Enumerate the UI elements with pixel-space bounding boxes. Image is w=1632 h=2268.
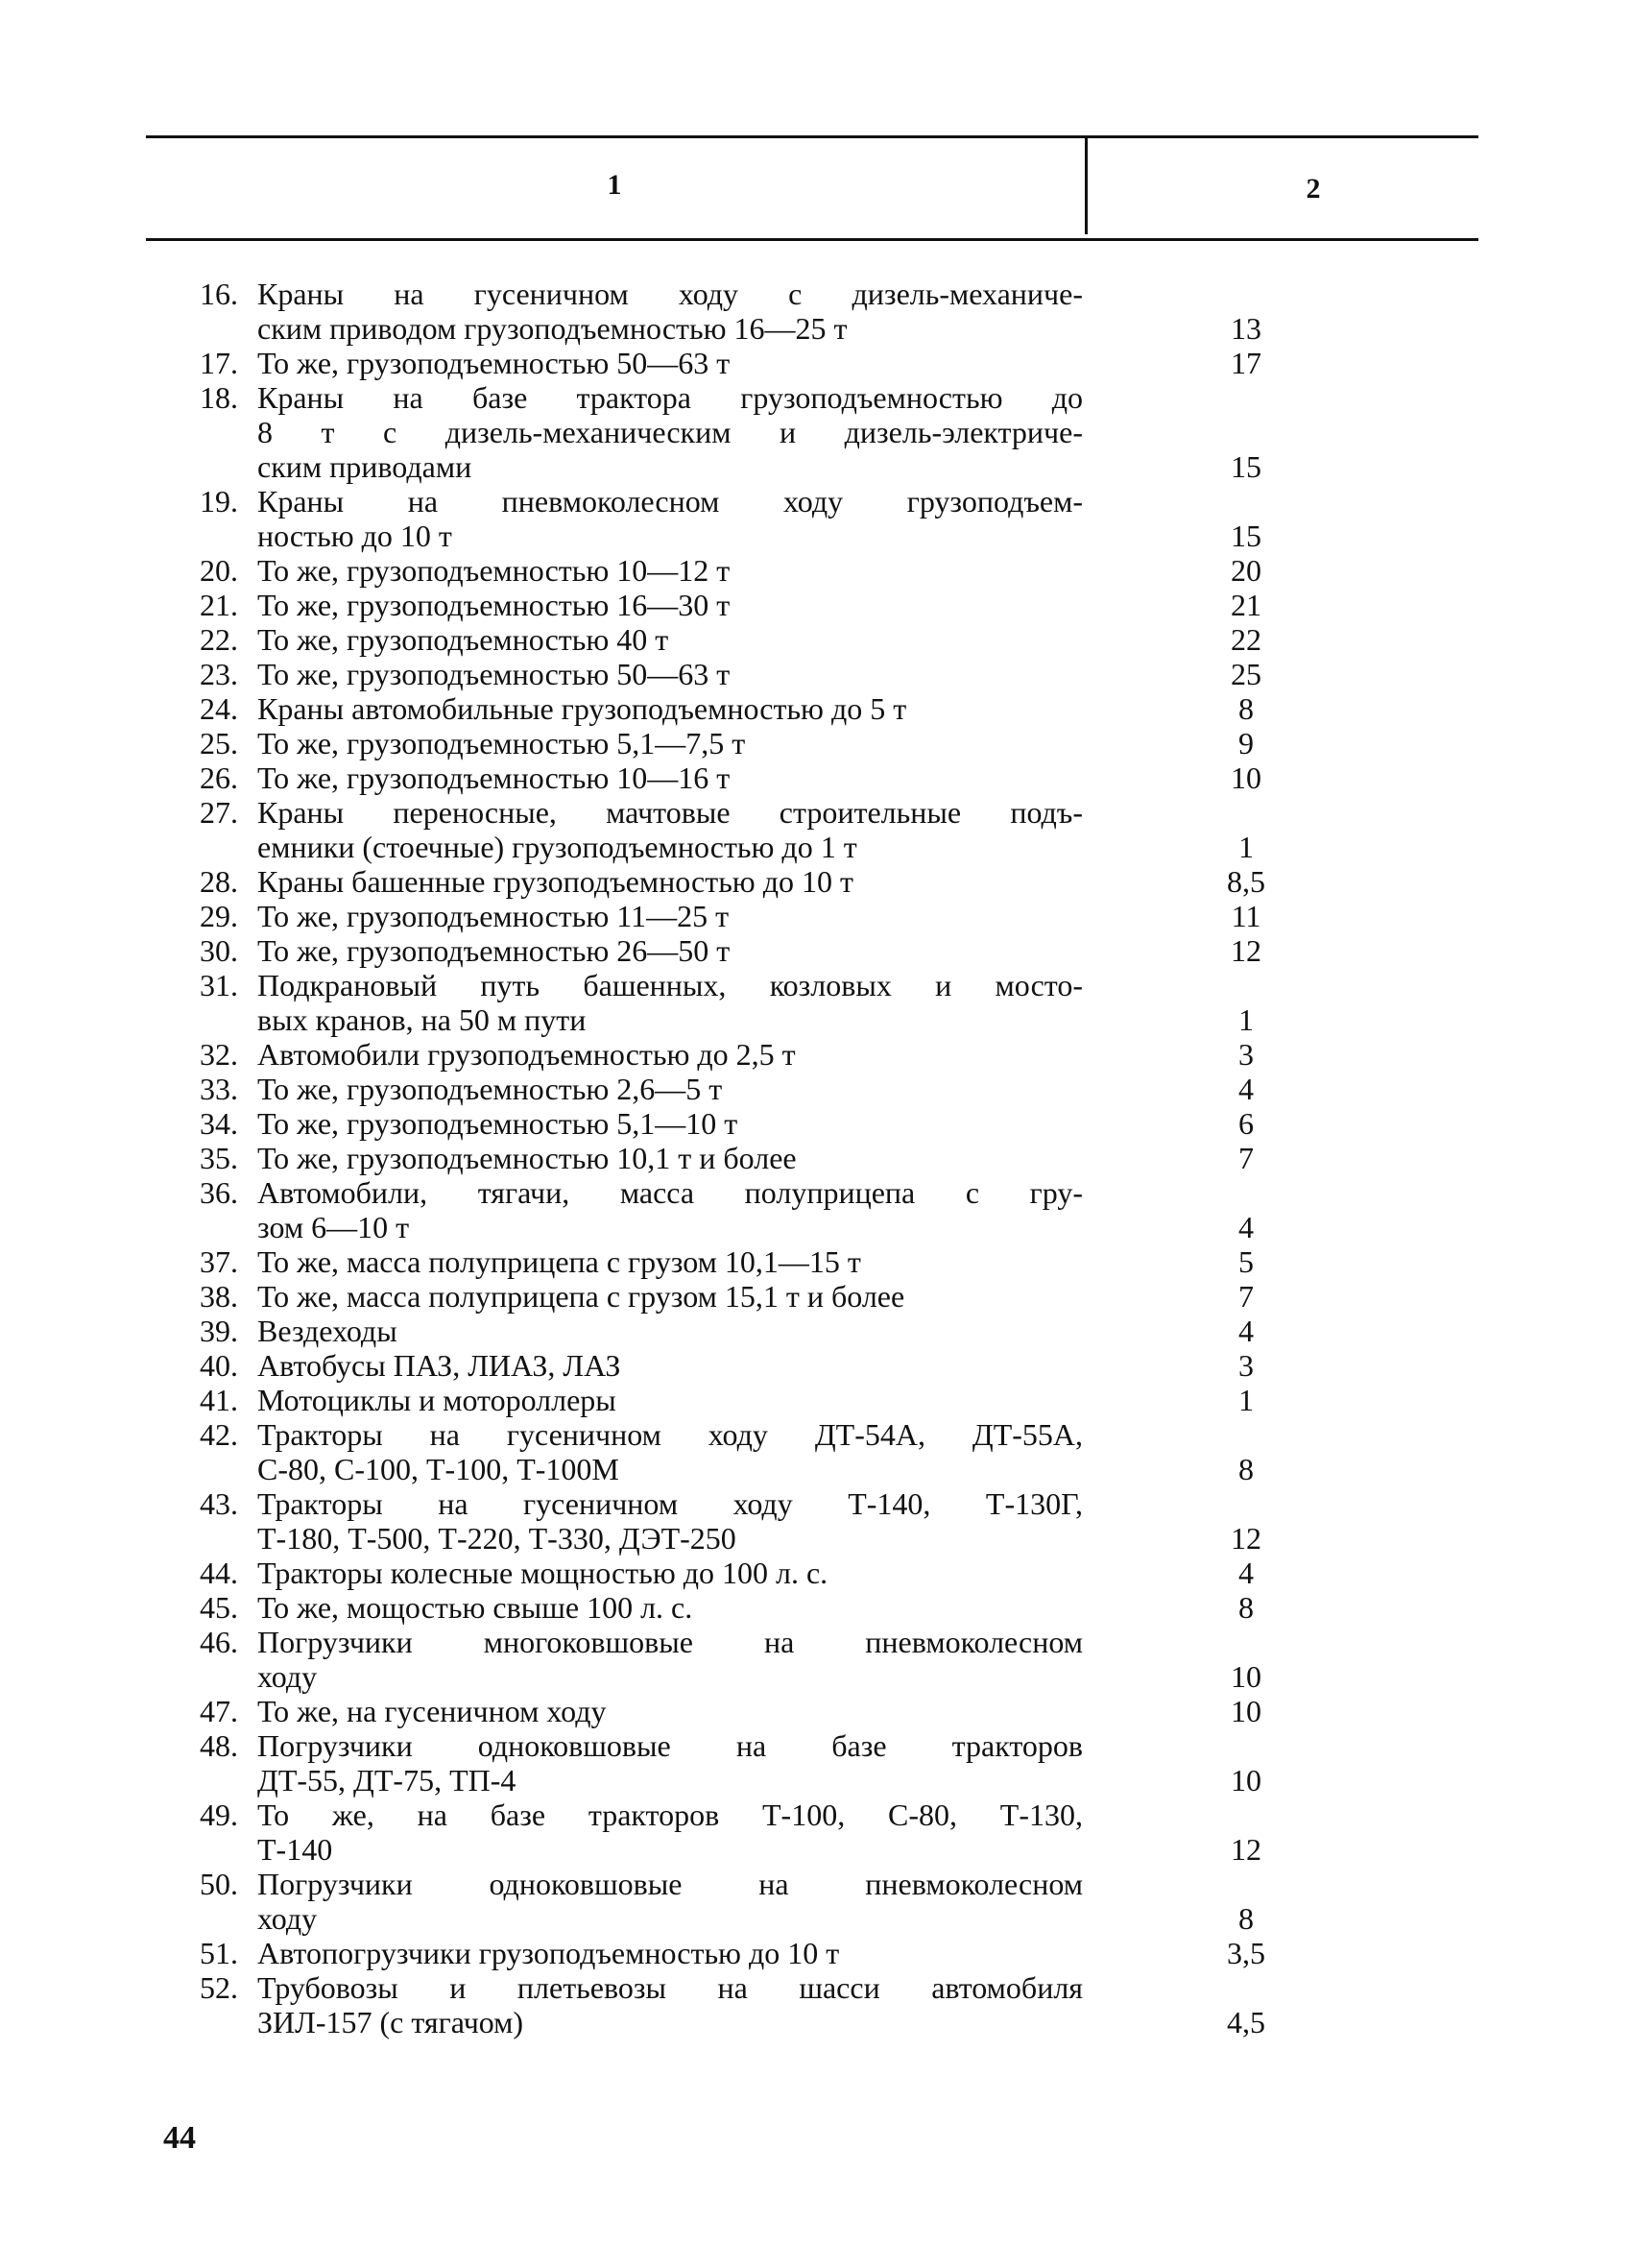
item-description xyxy=(257,380,1083,484)
list-item xyxy=(0,380,1632,484)
item-number: 22. xyxy=(200,622,238,657)
item-description xyxy=(257,553,1083,588)
list-item xyxy=(0,1486,1632,1556)
item-value: 10 xyxy=(1231,1763,1261,1798)
list-item xyxy=(0,1244,1632,1279)
item-description-line: ЗИЛ-157 (с тягачом) xyxy=(257,2005,524,2039)
list-item xyxy=(0,1417,1632,1486)
item-description-line: С-80, С-100, Т-100, Т-100М xyxy=(257,1452,619,1486)
list-item xyxy=(0,1072,1632,1106)
item-description-line: Автомобили, тягачи, масса полуприцепа с гру- xyxy=(257,1175,1083,1210)
item-number: 25. xyxy=(200,726,238,760)
list-item xyxy=(0,795,1632,864)
item-description-line: Автобусы ПАЗ, ЛИАЗ, ЛАЗ xyxy=(257,1348,621,1383)
item-description-line: То же, грузоподъемностью 10—16 т xyxy=(257,760,731,795)
list-item xyxy=(0,1728,1632,1798)
item-description-line: Тракторы колесные мощностью до 100 л. с. xyxy=(257,1556,828,1590)
item-number: 18. xyxy=(200,380,238,415)
item-description-line: То же, грузоподъемностью 5,1—10 т xyxy=(257,1106,738,1141)
item-description-line: ностью до 10 т xyxy=(257,519,452,553)
item-description-line: Краны на базе трактора грузоподъемностью до xyxy=(257,380,1083,415)
item-description xyxy=(257,1175,1083,1244)
item-number: 26. xyxy=(200,760,238,795)
item-description xyxy=(257,1936,1083,1970)
item-number: 47. xyxy=(200,1694,238,1728)
header-bottom-rule xyxy=(146,238,1478,241)
item-number: 39. xyxy=(200,1314,238,1348)
item-number: 17. xyxy=(200,346,238,380)
list-item xyxy=(0,622,1632,657)
item-value: 4,5 xyxy=(1227,2005,1265,2039)
item-description xyxy=(257,1625,1083,1694)
item-number: 40. xyxy=(200,1348,238,1383)
list-item xyxy=(0,277,1632,346)
item-description xyxy=(257,1867,1083,1936)
list-item xyxy=(0,1590,1632,1625)
item-value: 4 xyxy=(1238,1210,1254,1244)
item-number: 50. xyxy=(200,1867,238,1901)
item-value: 12 xyxy=(1231,933,1261,968)
item-description xyxy=(257,1728,1083,1798)
item-description xyxy=(257,1486,1083,1556)
item-number: 16. xyxy=(200,277,238,311)
item-description-line: То же, грузоподъемностью 10,1 т и более xyxy=(257,1141,797,1175)
item-value: 8 xyxy=(1238,1901,1254,1936)
column-header-2: 2 xyxy=(1306,173,1321,205)
item-description-line: Краны автомобильные грузоподъемностью до 5 т xyxy=(257,691,907,726)
item-number: 48. xyxy=(200,1728,238,1763)
item-description-line: Трубовозы и плетьевозы на шасси автомобиля xyxy=(257,1970,1083,2005)
item-description xyxy=(257,346,1083,380)
item-description xyxy=(257,1037,1083,1072)
item-description xyxy=(257,622,1083,657)
item-description-line: То же, грузоподъемностью 16—30 т xyxy=(257,588,731,622)
item-description xyxy=(257,864,1083,899)
item-description xyxy=(257,899,1083,933)
item-number: 24. xyxy=(200,691,238,726)
item-description-line: 8 т с дизель-механическим и дизель-электриче- xyxy=(257,415,1083,449)
item-description-line: емники (стоечные) грузоподъемностью до 1 т xyxy=(257,830,857,864)
list-item xyxy=(0,588,1632,622)
item-number: 20. xyxy=(200,553,238,588)
item-value: 8 xyxy=(1238,691,1254,726)
item-description-line: вых кранов, на 50 м пути xyxy=(257,1002,587,1037)
item-description-line: То же, грузоподъемностью 26—50 т xyxy=(257,933,731,968)
item-description-line: Автомобили грузоподъемностью до 2,5 т xyxy=(257,1037,796,1072)
item-value: 22 xyxy=(1231,622,1261,657)
item-description-line: То же, грузоподъемностью 5,1—7,5 т xyxy=(257,726,746,760)
item-value: 17 xyxy=(1231,346,1261,380)
list-item xyxy=(0,1037,1632,1072)
item-description-line: ским приводом грузоподъемностью 16—25 т xyxy=(257,311,848,346)
item-description-line: Тракторы на гусеничном ходу ДТ-54А, ДТ-55А, xyxy=(257,1417,1083,1452)
item-description xyxy=(257,933,1083,968)
item-value: 8,5 xyxy=(1227,864,1265,899)
item-description xyxy=(257,795,1083,864)
list-item xyxy=(0,1314,1632,1348)
list-item xyxy=(0,933,1632,968)
item-value: 15 xyxy=(1231,449,1261,484)
list-item xyxy=(0,484,1632,553)
item-value: 12 xyxy=(1231,1521,1261,1556)
list-item xyxy=(0,346,1632,380)
item-description xyxy=(257,1279,1083,1314)
item-description-line: То же, на базе тракторов Т-100, С-80, Т-130, xyxy=(257,1798,1083,1832)
item-value: 1 xyxy=(1238,1383,1254,1417)
item-value: 10 xyxy=(1231,1694,1261,1728)
list-item xyxy=(0,760,1632,795)
item-description xyxy=(257,1970,1083,2039)
item-value: 12 xyxy=(1231,1832,1261,1867)
item-number: 51. xyxy=(200,1936,238,1970)
item-description-line: То же, грузоподъемностью 40 т xyxy=(257,622,669,657)
list-item xyxy=(0,899,1632,933)
item-value: 1 xyxy=(1238,830,1254,864)
item-value: 4 xyxy=(1238,1314,1254,1348)
item-value: 6 xyxy=(1238,1106,1254,1141)
item-description-line: Погрузчики многоковшовые на пневмоколесном xyxy=(257,1625,1083,1659)
list-item xyxy=(0,1279,1632,1314)
column-divider xyxy=(1085,138,1088,234)
item-description xyxy=(257,1106,1083,1141)
item-description-line: Краны на гусеничном ходу с дизель-механиче- xyxy=(257,277,1083,311)
item-value: 20 xyxy=(1231,553,1261,588)
item-value: 5 xyxy=(1238,1244,1254,1279)
item-value: 3,5 xyxy=(1227,1936,1265,1970)
list-item xyxy=(0,553,1632,588)
list-item xyxy=(0,1175,1632,1244)
item-number: 52. xyxy=(200,1970,238,2005)
item-number: 19. xyxy=(200,484,238,519)
list-item xyxy=(0,1556,1632,1590)
list-item xyxy=(0,1625,1632,1694)
item-number: 41. xyxy=(200,1383,238,1417)
item-description xyxy=(257,1314,1083,1348)
item-description xyxy=(257,277,1083,346)
list-item xyxy=(0,1141,1632,1175)
list-item xyxy=(0,1867,1632,1936)
item-description-line: Краны переносные, мачтовые строительные подъ- xyxy=(257,795,1083,830)
item-description xyxy=(257,1348,1083,1383)
item-description-line: То же, грузоподъемностью 10—12 т xyxy=(257,553,731,588)
item-description xyxy=(257,1141,1083,1175)
item-value: 25 xyxy=(1231,657,1261,691)
list-item xyxy=(0,1694,1632,1728)
item-number: 34. xyxy=(200,1106,238,1141)
item-number: 29. xyxy=(200,899,238,933)
item-value: 7 xyxy=(1238,1279,1254,1314)
item-description xyxy=(257,588,1083,622)
item-description-line: То же, грузоподъемностью 50—63 т xyxy=(257,657,731,691)
item-description xyxy=(257,691,1083,726)
item-number: 37. xyxy=(200,1244,238,1279)
item-description xyxy=(257,968,1083,1037)
item-description-line: То же, масса полуприцепа с грузом 15,1 т и более xyxy=(257,1279,905,1314)
item-value: 10 xyxy=(1231,1659,1261,1694)
list-item xyxy=(0,1383,1632,1417)
item-number: 35. xyxy=(200,1141,238,1175)
item-number: 23. xyxy=(200,657,238,691)
item-value: 4 xyxy=(1238,1556,1254,1590)
item-value: 11 xyxy=(1231,899,1261,933)
list-item xyxy=(0,726,1632,760)
item-description xyxy=(257,1244,1083,1279)
item-description xyxy=(257,1072,1083,1106)
item-description-line: Т-180, Т-500, Т-220, Т-330, ДЭТ-250 xyxy=(257,1521,736,1556)
list-item xyxy=(0,1798,1632,1867)
item-number: 32. xyxy=(200,1037,238,1072)
item-value: 15 xyxy=(1231,519,1261,553)
item-description-line: Краны башенные грузоподъемностью до 10 т xyxy=(257,864,853,899)
item-description xyxy=(257,1798,1083,1867)
item-description xyxy=(257,484,1083,553)
item-value: 3 xyxy=(1238,1348,1254,1383)
item-number: 27. xyxy=(200,795,238,830)
list-item xyxy=(0,1970,1632,2039)
item-description xyxy=(257,1556,1083,1590)
column-header-1: 1 xyxy=(607,169,622,201)
item-number: 45. xyxy=(200,1590,238,1625)
item-number: 21. xyxy=(200,588,238,622)
item-value: 4 xyxy=(1238,1072,1254,1106)
item-description-line: То же, грузоподъемностью 2,6—5 т xyxy=(257,1072,723,1106)
item-description-line: Подкрановый путь башенных, козловых и мосто- xyxy=(257,968,1083,1002)
item-description-line: Мотоциклы и мотороллеры xyxy=(257,1383,616,1417)
item-description-line: Т-140 xyxy=(257,1832,333,1867)
item-value: 7 xyxy=(1238,1141,1254,1175)
item-description xyxy=(257,657,1083,691)
list-item xyxy=(0,968,1632,1037)
top-rule xyxy=(146,135,1478,138)
item-description-line: Автопогрузчики грузоподъемностью до 10 т xyxy=(257,1936,840,1970)
item-number: 38. xyxy=(200,1279,238,1314)
item-value: 9 xyxy=(1238,726,1254,760)
item-number: 36. xyxy=(200,1175,238,1210)
item-description xyxy=(257,1417,1083,1486)
item-number: 49. xyxy=(200,1798,238,1832)
item-number: 28. xyxy=(200,864,238,899)
item-value: 13 xyxy=(1231,311,1261,346)
item-description-line: То же, на гусеничном ходу xyxy=(257,1694,607,1728)
item-description xyxy=(257,1383,1083,1417)
item-number: 30. xyxy=(200,933,238,968)
item-value: 3 xyxy=(1238,1037,1254,1072)
item-description-line: зом 6—10 т xyxy=(257,1210,410,1244)
list-item xyxy=(0,691,1632,726)
item-description-line: ДТ-55, ДТ-75, ТП-4 xyxy=(257,1763,516,1798)
item-number: 42. xyxy=(200,1417,238,1452)
item-description-line: Вездеходы xyxy=(257,1314,397,1348)
item-description xyxy=(257,1590,1083,1625)
page-number: 44 xyxy=(163,2120,196,2156)
item-description-line: ходу xyxy=(257,1901,318,1936)
item-description-line: То же, грузоподъемностью 11—25 т xyxy=(257,899,730,933)
item-description-line: То же, масса полуприцепа с грузом 10,1—15 т xyxy=(257,1244,861,1279)
item-number: 43. xyxy=(200,1486,238,1521)
item-description-line: ходу xyxy=(257,1659,318,1694)
item-description-line: Погрузчики одноковшовые на базе тракторов xyxy=(257,1728,1083,1763)
item-description-line: ским приводами xyxy=(257,449,472,484)
item-description-line: То же, мощостью свыше 100 л. с. xyxy=(257,1590,693,1625)
item-number: 46. xyxy=(200,1625,238,1659)
list-item xyxy=(0,864,1632,899)
item-value: 8 xyxy=(1238,1452,1254,1486)
item-number: 33. xyxy=(200,1072,238,1106)
item-description xyxy=(257,760,1083,795)
item-value: 21 xyxy=(1231,588,1261,622)
list-item xyxy=(0,1106,1632,1141)
item-description-line: Краны на пневмоколесном ходу грузоподъем- xyxy=(257,484,1083,519)
item-value: 8 xyxy=(1238,1590,1254,1625)
item-description-line: То же, грузоподъемностью 50—63 т xyxy=(257,346,731,380)
item-value: 1 xyxy=(1238,1002,1254,1037)
item-description-line: Погрузчики одноковшовые на пневмоколесном xyxy=(257,1867,1083,1901)
list-item xyxy=(0,1936,1632,1970)
list-item xyxy=(0,1348,1632,1383)
list-item xyxy=(0,657,1632,691)
item-number: 44. xyxy=(200,1556,238,1590)
item-description xyxy=(257,1694,1083,1728)
item-description xyxy=(257,726,1083,760)
item-description-line: Тракторы на гусеничном ходу Т-140, Т-130Г, xyxy=(257,1486,1083,1521)
item-value: 10 xyxy=(1231,760,1261,795)
item-number: 31. xyxy=(200,968,238,1002)
